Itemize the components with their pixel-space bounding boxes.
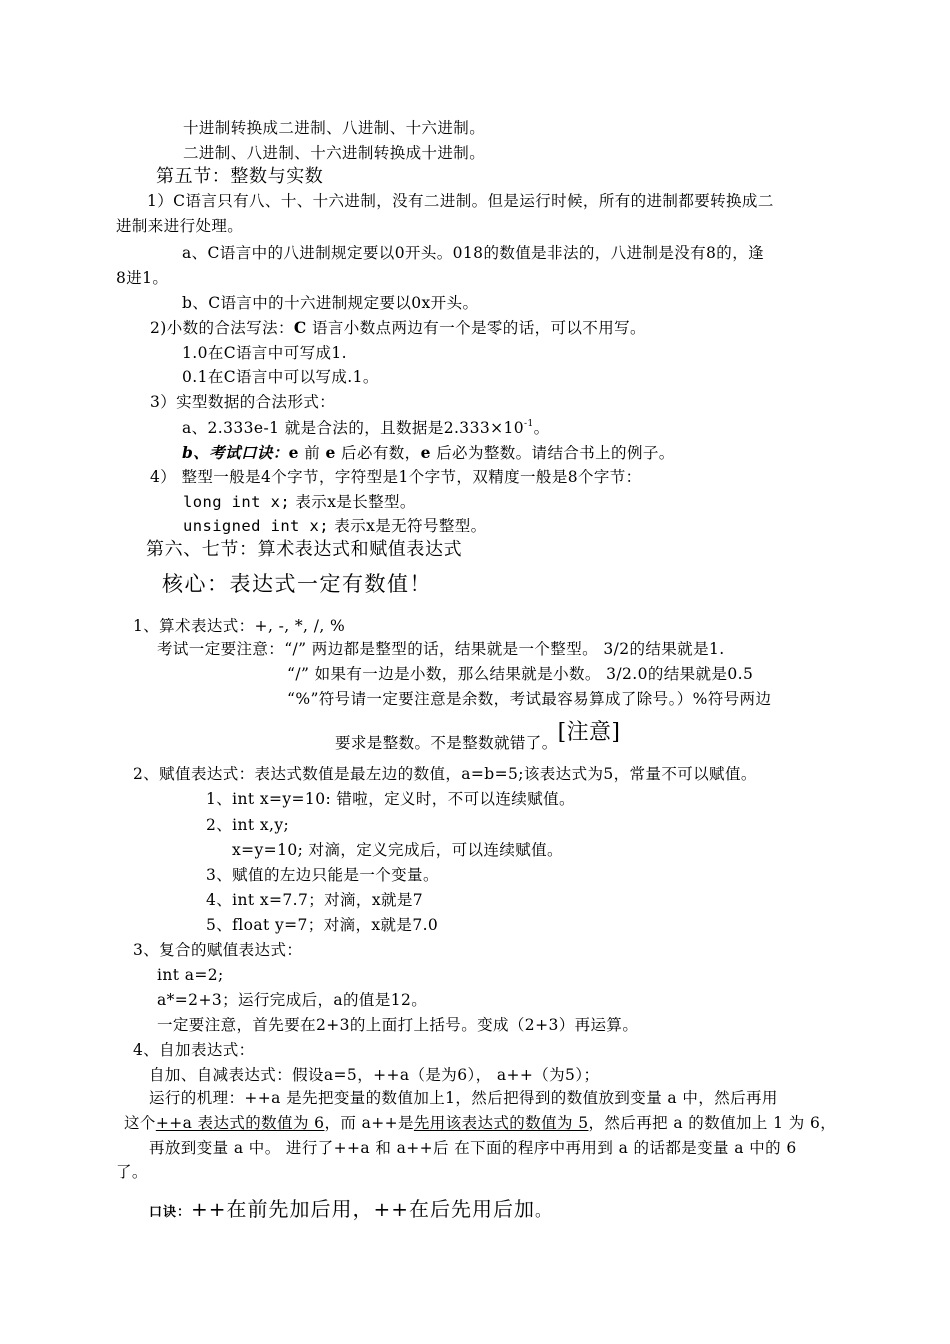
text-run: 表示x是长整型。 [290,493,416,511]
text-run: ，而 a++是 [324,1114,414,1132]
text-line: 4） 整型一般是4个字节，字符型是1个字节，双精度一般是8个字节： [150,468,642,486]
mnemonic-text: ++在前先加后用，++在后先用后加 [191,1197,536,1221]
text-line: int a=2; [157,966,224,984]
section-title: 第五节：整数与实数 [156,166,324,187]
text-run: ，然后再把 a 的数值加上 1 为 6， [588,1114,837,1132]
text-line: 5、float y=7；对滴，x就是7.0 [206,916,439,934]
underlined-run: ++a 表达式的数值为 6 [155,1114,325,1132]
text-run: 后必为整数。请结合书上的例子。 [430,444,675,462]
text-line [124,1116,836,1132]
text-run: b、考试口诀： [182,443,289,462]
text-run: 表示x是无符号整型。 [328,517,487,535]
text-line: a*=2+3；运行完成后，a的值是12。 [157,991,428,1009]
text-line: 自加、自减表达式：假设a=5，++a（是为6）， a++（为5）； [149,1066,600,1084]
text-line: x=y=10; 对滴，定义完成后，可以连续赋值。 [232,841,563,859]
text-line: 0.1在C语言中可以写成.1。 [182,368,379,386]
text-run: C [293,318,307,337]
text-run: e [420,443,431,462]
text-line [182,445,675,462]
text-run: 后必有数， [335,444,421,462]
text-line: 再放到变量 a 中。 进行了++a 和 a++后 在下面的程序中再用到 a 的话都是变量 a 中的 6 [149,1139,797,1157]
text-run: 2)小数的合法写法： [150,319,294,337]
mnemonic [149,1199,551,1220]
text-line [335,720,621,752]
text-line: “/” 如果有一边是小数，那么结果就是小数。 3/2.0的结果就是0.5 [287,665,754,683]
text-line: 十进制转换成二进制、八进制、十六进制。 [183,119,486,137]
text-run: a、2.333e-1 就是合法的，且数据是2.333×10 [182,419,524,437]
text-line: 二进制、八进制、十六进制转换成十进制。 [183,144,486,162]
text-line: 3）实型数据的合法形式： [150,393,336,411]
section-title: 第六、七节：算术表达式和赋值表达式 [146,539,463,560]
text-line: “%”符号请一定要注意是余数，考试最容易算成了除号。）%符号两边 [287,690,772,708]
text-run: e [325,443,336,462]
code-run: unsigned int x; [183,517,329,535]
text-run: 。 [533,419,550,437]
text-line: 1.0在C语言中可写成1. [182,344,347,362]
text-run: 语言小数点两边有一个是零的话，可以不用写。 [306,319,646,337]
text-line: 一定要注意，首先要在2+3的上面打上括号。变成（2+3）再运算。 [157,1016,639,1034]
superscript: -1 [524,419,534,429]
text-run: 这个 [124,1114,156,1132]
text-line: 3、赋值的左边只能是一个变量。 [206,866,439,884]
text-run: e [288,443,299,462]
text-line: 考试一定要注意：“/” 两边都是整型的话，结果就是一个整型。 3/2的结果就是1. [157,640,725,658]
mnemonic-lead: 口诀： [149,1205,192,1220]
text-line: 2、赋值表达式：表达式数值是最左边的数值，a=b=5;该表达式为5，常量不可以赋值。 [133,765,757,783]
text-line [182,420,549,437]
text-line: 1）C语言只有八、十、十六进制，没有二进制。但是运行时候，所有的进制都要转换成二 [147,192,774,210]
text-line: 4、int x=7.7；对滴，x就是7 [206,891,424,909]
text-line [183,519,487,535]
core-heading: 核心：表达式一定有数值！ [162,572,432,596]
text-line: 3、复合的赋值表达式： [133,941,303,959]
text-line: 了。 [116,1163,148,1181]
text-line: 4、自加表达式： [133,1041,255,1059]
text-line: b、C语言中的十六进制规定要以0x开头。 [182,294,479,312]
text-line: 2、int x,y; [206,816,290,834]
text-line [183,495,416,511]
text-line: 运行的机理：++a 是先把变量的数值加上1，然后把得到的数值放到变量 a 中，然后再用 [149,1089,778,1107]
text-line: 进制来进行处理。 [116,217,244,235]
text-line: 8进1。 [116,269,169,287]
text-line: 1、int x=y=10: 错啦，定义时，不可以连续赋值。 [206,790,575,808]
code-run: long int x; [183,493,291,511]
underlined-run: 先用该表达式的数值为 5 [413,1114,589,1132]
text-run: 。 [535,1202,551,1220]
text-line: 1、算术表达式：+, -, *, /, % [133,617,346,635]
text-run: 前 [298,444,326,462]
text-line [150,320,646,337]
text-line: a、C语言中的八进制规定要以0开头。018的数值是非法的，八进制是没有8的，逢 [182,244,765,262]
text-run: 要求是整数。不是整数就错了。 [335,734,558,752]
note-bracket: [注意] [557,720,621,745]
